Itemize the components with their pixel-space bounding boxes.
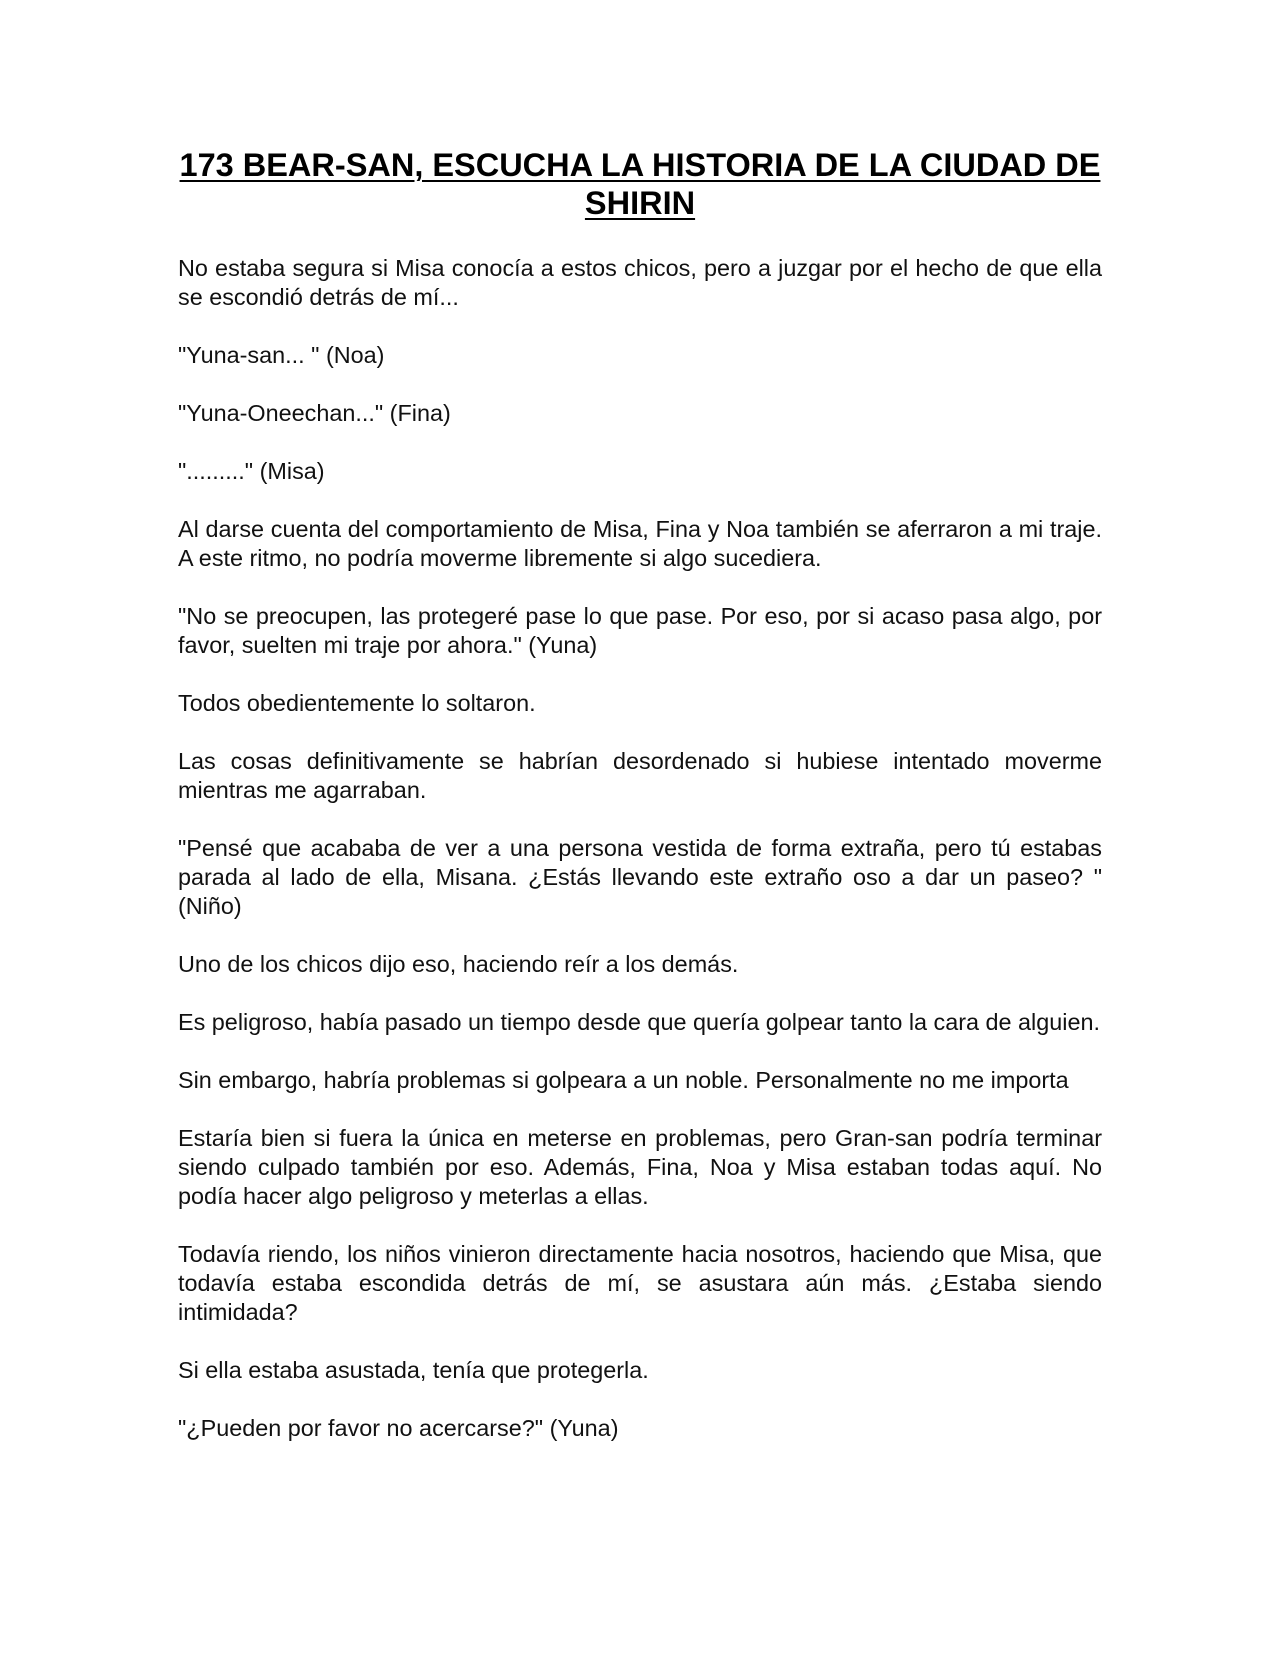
paragraph: "Yuna-san... " (Noa) (178, 342, 385, 368)
chapter-title (160, 146, 1120, 222)
paragraph: Uno de los chicos dijo eso, haciendo reír a los demás. (178, 951, 739, 977)
chapter-title-text: 173 BEAR-SAN, ESCUCHA LA HISTORIA DE LA CIUDAD DE SHIRIN (179, 147, 1101, 221)
paragraph: Al darse cuenta del comportamiento de Misa, Fina y Noa también se aferraron a mi traje. A este ritmo, no podría moverme libremente si algo sucediera. (178, 516, 1102, 571)
paragraph: "Pensé que acababa de ver a una persona vestida de forma extraña, pero tú estabas parada al lado de ella, Misana. ¿Estás llevando este extraño oso a dar un paseo? " (Niño) (178, 835, 1102, 919)
paragraph: Estaría bien si fuera la única en meterse en problemas, pero Gran-san podría terminar siendo culpado también por eso. Además, Fina, Noa y Misa estaban todas aquí. No podía hacer algo peligroso y meterlas a ellas. (178, 1125, 1102, 1209)
paragraph: Es peligroso, había pasado un tiempo desde que quería golpear tanto la cara de alguien. (178, 1009, 1100, 1035)
paragraph: "Yuna-Oneechan..." (Fina) (178, 400, 451, 426)
paragraph: Todavía riendo, los niños vinieron directamente hacia nosotros, haciendo que Misa, que todavía estaba escondida detrás de mí, se asustara aún más. ¿Estaba siendo intimidada? (178, 1241, 1102, 1325)
paragraph: "¿Pueden por favor no acercarse?" (Yuna) (178, 1415, 619, 1441)
paragraph: "No se preocupen, las protegeré pase lo que pase. Por eso, por si acaso pasa algo, por favor, suelten mi traje por ahora." (Yuna) (178, 603, 1102, 658)
chapter-body (178, 254, 1102, 1443)
paragraph: Las cosas definitivamente se habrían desordenado si hubiese intentado moverme mientras me agarraban. (178, 748, 1102, 803)
paragraph: No estaba segura si Misa conocía a estos chicos, pero a juzgar por el hecho de que ella se escondió detrás de mí... (178, 255, 1102, 310)
paragraph: Si ella estaba asustada, tenía que protegerla. (178, 1357, 649, 1383)
paragraph: Sin embargo, habría problemas si golpeara a un noble. Personalmente no me importa (178, 1067, 1069, 1093)
paragraph: Todos obedientemente lo soltaron. (178, 690, 536, 716)
paragraph: "........." (Misa) (178, 458, 325, 484)
